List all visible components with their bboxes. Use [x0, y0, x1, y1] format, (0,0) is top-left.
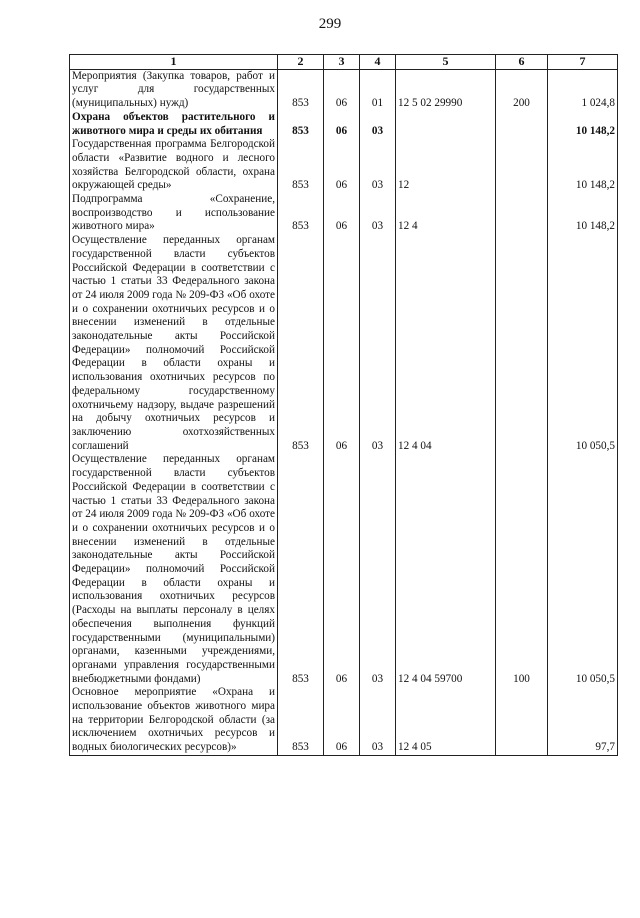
table-row [70, 69, 618, 111]
subsection-code: 01 [360, 69, 396, 111]
ministry-code: 853 [278, 111, 324, 138]
amount: 10 148,2 [548, 193, 618, 234]
section-code: 06 [324, 138, 360, 193]
target-article-code: 12 4 05 [396, 686, 496, 755]
table-row [70, 138, 618, 193]
amount: 10 050,5 [548, 453, 618, 686]
table-row [70, 193, 618, 234]
section-code: 06 [324, 111, 360, 138]
target-article-code: 12 4 04 [396, 234, 496, 453]
subsection-code: 03 [360, 686, 396, 755]
column-header: 7 [548, 55, 618, 70]
subsection-code: 03 [360, 138, 396, 193]
ministry-code: 853 [278, 193, 324, 234]
subsection-code: 03 [360, 193, 396, 234]
ministry-code: 853 [278, 453, 324, 686]
expense-type-code [496, 138, 548, 193]
target-article-code: 12 4 [396, 193, 496, 234]
amount: 1 024,8 [548, 69, 618, 111]
row-name: Государственная программа Белгородской области «Развитие водного и лесного хозяйства Белгородской области, охрана окружающей среды» [70, 138, 278, 193]
expense-type-code [496, 193, 548, 234]
row-name: Основное мероприятие «Охрана и использование объектов животного мира на территории Белгородской области (за исключением охотничьих ресурсов и водных биологических ресурсов)» [70, 686, 278, 755]
target-article-code: 12 5 02 29990 [396, 69, 496, 111]
ministry-code: 853 [278, 686, 324, 755]
section-code: 06 [324, 234, 360, 453]
column-header: 6 [496, 55, 548, 70]
table-row [70, 111, 618, 138]
target-article-code: 12 [396, 138, 496, 193]
column-header: 1 [70, 55, 278, 70]
section-code: 06 [324, 193, 360, 234]
subsection-code: 03 [360, 234, 396, 453]
row-name: Осуществление переданных органам государственной власти субъектов Российской Федерации в соответствии с частью 1 статьи 33 Федерального закона от 24 июля 2009 года № 209-ФЗ «Об охоте и о сохранении охотничьих ресурсов и о внесении изменений в отдельные законодательные акты Российской Федерации» полномочий Российской Федерации в области охраны и использования охотничьих ресурсов по федеральному государственному охотничьему надзору, выдаче разрешений на добычу охотничьих ресурсов и заключению охотхозяйственных соглашений [70, 234, 278, 453]
table-row [70, 453, 618, 686]
column-header: 4 [360, 55, 396, 70]
column-header: 2 [278, 55, 324, 70]
subsection-code: 03 [360, 111, 396, 138]
ministry-code: 853 [278, 69, 324, 111]
table-row [70, 234, 618, 453]
column-header: 3 [324, 55, 360, 70]
amount: 10 050,5 [548, 234, 618, 453]
expense-type-code [496, 686, 548, 755]
expense-type-code [496, 234, 548, 453]
table-row [70, 686, 618, 755]
table-header-row [70, 55, 618, 70]
subsection-code: 03 [360, 453, 396, 686]
target-article-code [396, 111, 496, 138]
row-name: Охрана объектов растительного и животного мира и среды их обитания [70, 111, 278, 138]
ministry-code: 853 [278, 138, 324, 193]
expense-type-code: 200 [496, 69, 548, 111]
ministry-code: 853 [278, 234, 324, 453]
amount: 10 148,2 [548, 138, 618, 193]
expense-type-code [496, 111, 548, 138]
row-name: Осуществление переданных органам государственной власти субъектов Российской Федерации в соответствии с частью 1 статьи 33 Федерального закона от 24 июля 2009 года № 209-ФЗ «Об охоте и о сохранении охотничьих ресурсов и о внесении изменений в отдельные законодательные акты Российской Федерации» полномочий Российской Федерации в области охраны и использования охотничьих ресурсов (Расходы на выплаты персоналу в целях обеспечения выполнения функций государственными (муниципальными) органами, казенными учреждениями, органами управления государственными внебюджетными фондами) [70, 453, 278, 686]
target-article-code: 12 4 04 59700 [396, 453, 496, 686]
budget-table [69, 54, 618, 756]
section-code: 06 [324, 453, 360, 686]
expense-type-code: 100 [496, 453, 548, 686]
page-number: 299 [318, 16, 342, 32]
section-code: 06 [324, 69, 360, 111]
amount: 10 148,2 [548, 111, 618, 138]
row-name: Мероприятия (Закупка товаров, работ и услуг для государственных (муниципальных) нужд) [70, 69, 278, 111]
amount: 97,7 [548, 686, 618, 755]
section-code: 06 [324, 686, 360, 755]
row-name: Подпрограмма «Сохранение, воспроизводство и использование животного мира» [70, 193, 278, 234]
column-header: 5 [396, 55, 496, 70]
